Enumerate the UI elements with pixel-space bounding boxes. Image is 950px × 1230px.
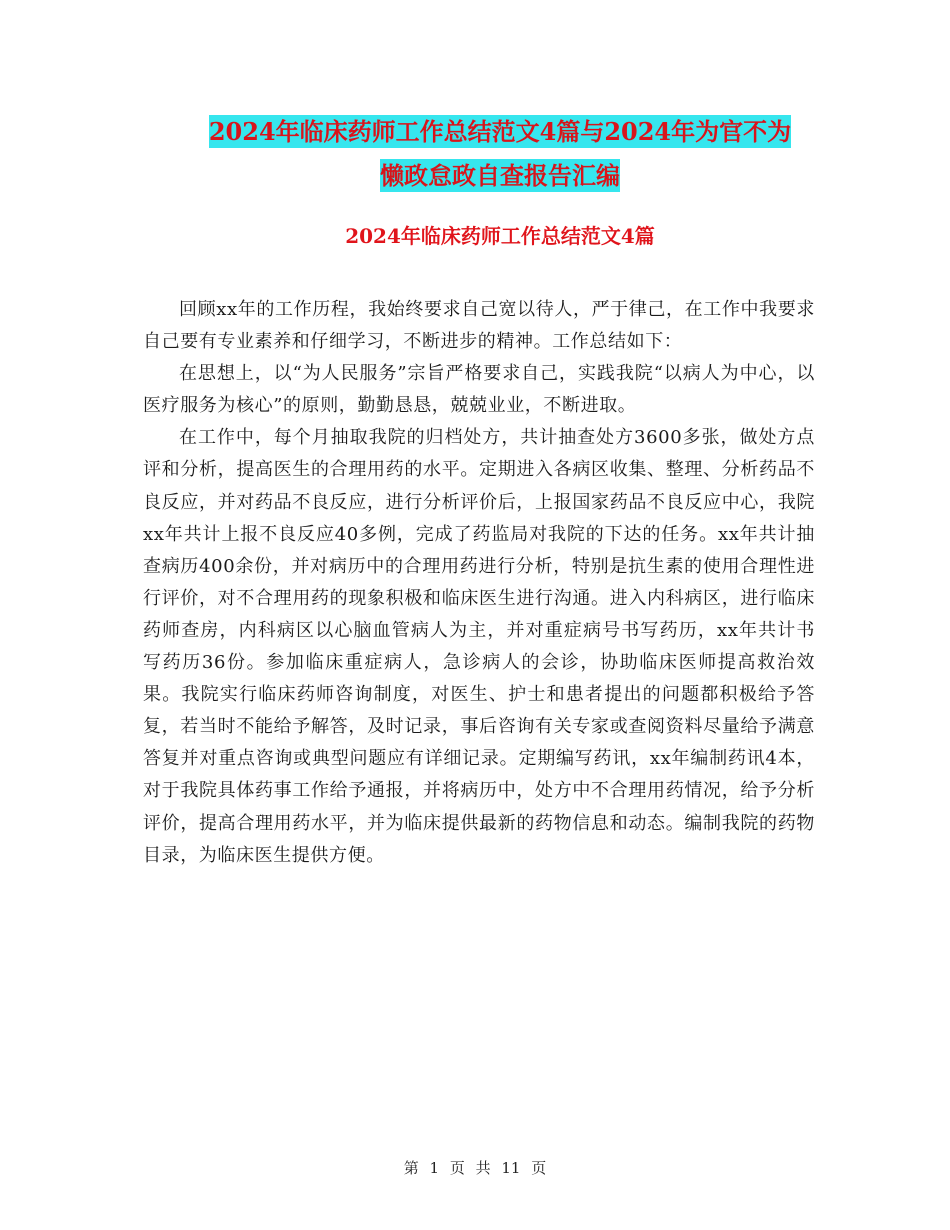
document-title-line-1: 2024年临床药师工作总结范文4篇与2024年为官不为 bbox=[208, 117, 792, 146]
document-title bbox=[140, 110, 860, 198]
document-title-line-2: 懒政怠政自查报告汇编 bbox=[380, 161, 620, 190]
paragraph-ideology: 在思想上，以“为人民服务”宗旨严格要求自己，实践我院“以病人为中心，以医疗服务为核心”的原则，勤勤恳恳，兢兢业业，不断进取。 bbox=[143, 363, 815, 417]
document-body bbox=[143, 294, 815, 872]
paragraph-work: 在工作中，每个月抽取我院的归档处方，共计抽查处方3600多张，做处方点评和分析，提高医生的合理用药的水平。定期进入各病区收集、整理、分析药品不良反应，并对药品不良反应，进行分析评价后，上报国家药品不良反应中心，我院xx年共计上报不良反应40多例，完成了药监局对我院的下达的任务。xx年共计抽查病历400余份，并对病历中的合理用药进行分析，特别是抗生素的使用合理性进行评价，对不合理用药的现象积极和临床医生进行沟通。进入内科病区，进行临床药师查房，内科病区以心脑血管病人为主，并对重症病号书写药历，xx年共计书写药历36份。参加临床重症病人，急诊病人的会诊，协助临床医师提高救治效果。我院实行临床药师咨询制度，对医生、护士和患者提出的问题都积极给予答复，若当时不能给予解答，及时记录，事后咨询有关专家或查阅资料尽量给予满意答复并对重点咨询或典型问题应有详细记录。定期编写药讯，xx年编制药讯4本，对于我院具体药事工作给予通报，并将病历中，处方中不合理用药情况，给予分析评价，提高合理用药水平，并为临床提供最新的药物信息和动态。编制我院的药物目录，为临床医生提供方便。 bbox=[143, 427, 815, 866]
page-footer: 第 1 页 共 11 页 bbox=[403, 1159, 547, 1177]
paragraph-intro: 回顾xx年的工作历程，我始终要求自己宽以待人，严于律己，在工作中我要求自己要有专业素养和仔细学习，不断进步的精神。工作总结如下： bbox=[143, 299, 815, 353]
section-title: 2024年临床药师工作总结范文4篇 bbox=[345, 224, 655, 248]
